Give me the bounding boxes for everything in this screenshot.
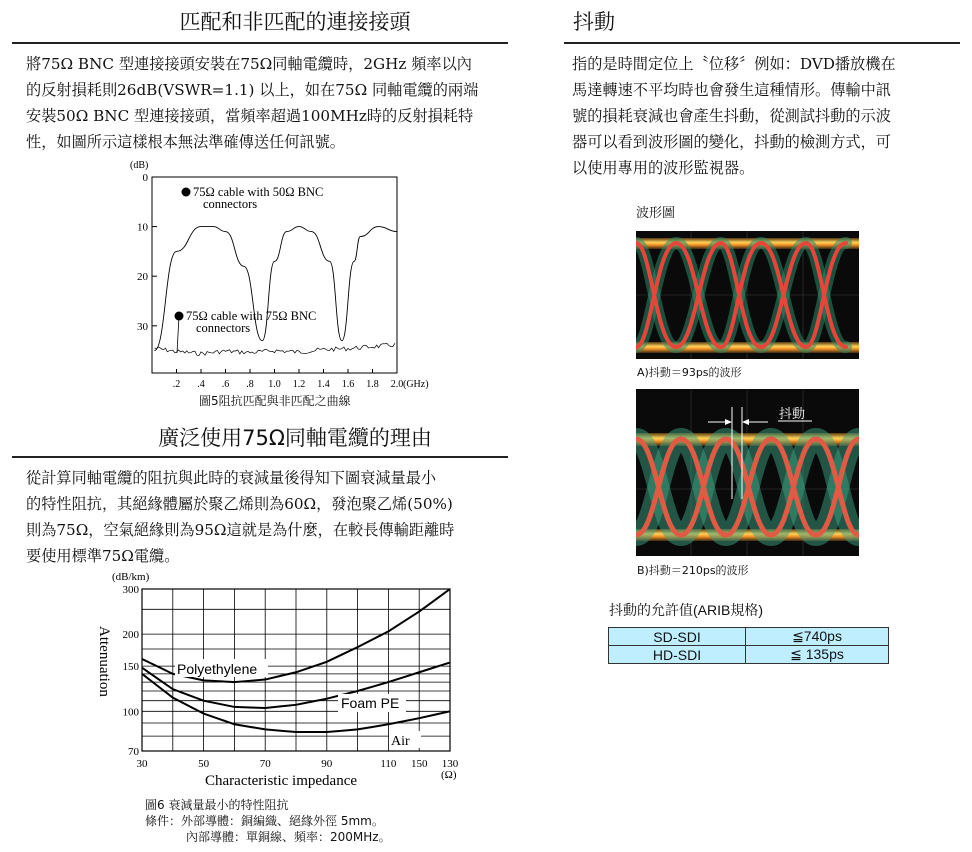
table-cell-value: ≦740ps [746, 628, 889, 646]
paragraph-line: 要使用標準75Ω電纜。 [26, 547, 180, 565]
x-tick-label: 90 [321, 758, 333, 770]
y-tick-label: 70 [128, 746, 139, 758]
paragraph-line: 以使用專用的波形監視器。 [572, 159, 755, 177]
x-unit-label: (GHz) [403, 379, 429, 390]
y-unit-label: (dB/km) [112, 571, 150, 583]
x-tick-label: 1.4 [317, 379, 330, 390]
paragraph-line: 器可以看到波形圖的變化，抖動的檢測方式，可 [572, 133, 891, 151]
title-rule [12, 42, 508, 44]
x-tick-label: 1.8 [366, 379, 379, 390]
x-tick-label: 50 [198, 758, 210, 770]
paragraph-line: 馬達轉速不平均時也會發生這種情形。傳輸中訊 [572, 81, 891, 99]
x-tick-label: 1.0 [268, 379, 281, 390]
series-line-50ohm [154, 227, 397, 351]
y-tick-label: 20 [137, 271, 148, 284]
x-tick-label: .2 [172, 379, 181, 390]
paragraph-line: 將75Ω BNC 型連接接頭安裝在75Ω同軸電纜時，2GHz 頻率以內 [26, 55, 472, 73]
caption-line: 內部導體：單銅線、頻率：200MHz。 [186, 830, 391, 844]
x-tick-label: 130 [441, 758, 459, 770]
x-tick-label: 150 [410, 758, 428, 770]
eye-caption-a: A)抖動＝93ps的波形 [637, 366, 742, 379]
table-row [609, 646, 889, 664]
paragraph-line: 的特性阻抗，其絕緣體屬於聚乙烯則為60Ω，發泡聚乙烯(50%) [26, 495, 453, 513]
x-tick-label: 1.2 [292, 379, 306, 390]
label-50-line1: 75Ω cable with 50Ω BNC [193, 185, 324, 199]
label-75-line1: 75Ω cable with 75Ω BNC [186, 309, 317, 323]
x-axis-label: Characteristic impedance [205, 773, 358, 789]
table-cell-name: SD-SDI [609, 628, 746, 646]
eye-caption-b: B)抖動＝210ps的波形 [637, 564, 749, 577]
x-tick-label: 110 [380, 758, 397, 770]
plot-frame [152, 177, 397, 373]
label-50-line2: connectors [203, 197, 258, 211]
label-marker-50 [182, 188, 191, 197]
section-title-75ohm: 廣泛使用75Ω同軸電纜的理由 [158, 426, 432, 450]
y-tick-label: 10 [137, 221, 148, 234]
attenuation-chart [92, 568, 472, 798]
label-75-leader [177, 316, 179, 353]
y-tick-label: 30 [137, 320, 148, 333]
caption-line: 條件：外部導體：銅編織、絕緣外徑 5mm。 [145, 814, 384, 828]
x-tick-label: 30 [136, 758, 148, 770]
table-cell-value: ≦ 135ps [746, 646, 889, 664]
waveform-label: 波形圖 [636, 206, 676, 221]
paragraph-matching [26, 51, 516, 155]
y-axis-label: Attenuation [96, 626, 112, 697]
return-loss-chart [120, 158, 440, 408]
series-label-foam-pe: Foam PE [341, 695, 400, 711]
paragraph-jitter [572, 51, 962, 181]
paragraph-line: 號的損耗衰減也會產生抖動，從測試抖動的示波 [572, 107, 891, 125]
paragraph-line: 安裝50Ω BNC 型連接接頭，當頻率超過100MHz時的反射損耗特 [26, 107, 474, 125]
x-tick-label: 1.6 [341, 379, 355, 390]
y-tick-label: 300 [122, 584, 139, 596]
x-unit-label: (Ω) [441, 769, 457, 781]
jitter-table [608, 627, 889, 664]
fig6-caption [145, 797, 391, 845]
section-title-matching: 匹配和非匹配的連接接頭 [179, 10, 411, 34]
title-rule [12, 456, 508, 458]
paragraph-75ohm [26, 465, 516, 569]
title-rule [564, 42, 960, 44]
jitter-table-title: 抖動的允許值(ARIB規格) [609, 602, 763, 618]
x-tick-label: .8 [246, 379, 254, 390]
eye-diagram-a [636, 231, 859, 359]
paragraph-line: 則為75Ω，空氣絕緣則為95Ω這就是為什麼，在較長傳輸距離時 [26, 521, 455, 539]
paragraph-line: 的反射損耗則26dB(VSWR=1.1) 以上，如在75Ω 同軸電纜的兩端 [26, 81, 479, 99]
table-row [609, 628, 889, 646]
series-label-polyethylene: Polyethylene [177, 661, 258, 677]
x-tick-label: 70 [259, 758, 271, 770]
series-line-75ohm [155, 343, 396, 355]
y-tick-label: 100 [122, 706, 139, 719]
y-unit-label: (dB) [130, 160, 149, 171]
paragraph-line: 從計算同軸電纜的阻抗與此時的衰減量後得知下圖衰減量最小 [26, 469, 437, 487]
table-cell-name: HD-SDI [609, 646, 746, 664]
caption-line: 圖6 衰減量最小的特性阻抗 [145, 798, 289, 812]
fig5-caption: 圖5阻抗匹配與非匹配之曲線 [199, 394, 351, 408]
x-tick-label: .6 [221, 379, 230, 390]
x-tick-label: .4 [197, 379, 205, 390]
label-75-line2: connectors [196, 321, 251, 335]
y-tick-label: 200 [122, 629, 139, 642]
x-tick-label: 2.0 [390, 379, 404, 390]
section-title-jitter: 抖動 [573, 10, 615, 34]
series-label-air: Air [391, 734, 410, 749]
jitter-label: 抖動 [779, 407, 806, 422]
y-tick-label: 0 [142, 172, 148, 184]
paragraph-line: 性，如圖所示這樣根本無法準確傳送任何訊號。 [26, 133, 345, 151]
paragraph-line: 指的是時間定位上〝位移〞例如：DVD播放機在 [572, 55, 896, 73]
y-tick-label: 150 [122, 661, 139, 674]
eye-diagram-b [636, 389, 859, 556]
